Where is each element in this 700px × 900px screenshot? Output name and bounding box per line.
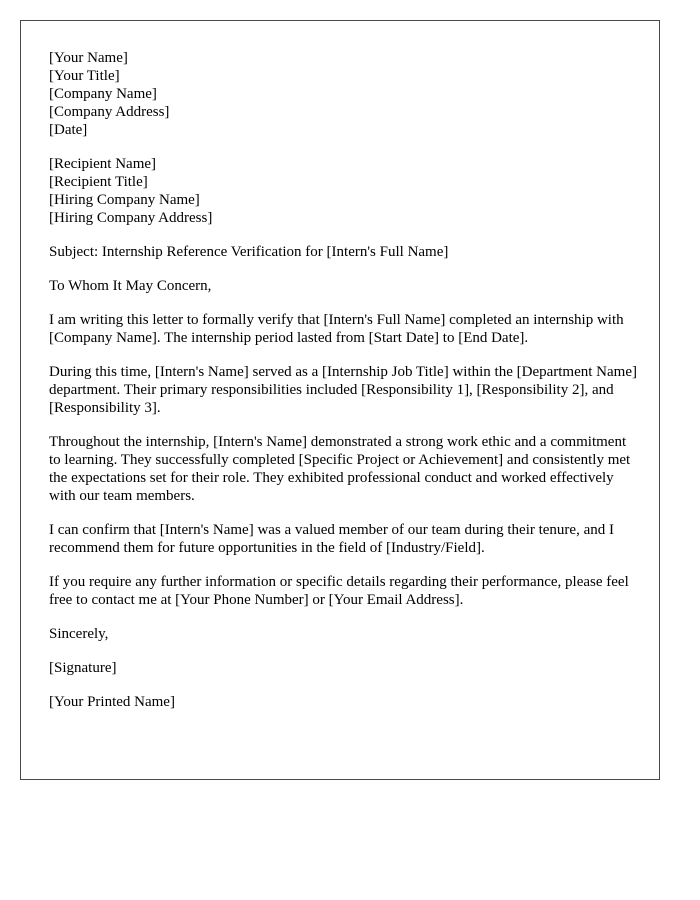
sender-block <box>49 49 639 139</box>
recipient-name: [Recipient Name] <box>49 156 157 172</box>
letter-body <box>49 49 639 727</box>
printed-name: [Your Printed Name] <box>49 694 175 710</box>
recipient-block <box>49 155 639 227</box>
recipient-title: [Recipient Title] <box>49 174 148 190</box>
signature: [Signature] <box>49 660 117 676</box>
paragraph-role: During this time, [Intern's Name] served as a [Internship Job Title] within the [Department Name] department. Their primary responsibilities included [Responsibility 1], [Responsibility 2], and [Responsibility 3]. <box>49 364 637 416</box>
sender-company: [Company Name] <box>49 86 157 102</box>
recipient-company: [Hiring Company Name] <box>49 192 200 208</box>
paragraph-verification: I am writing this letter to formally verify that [Intern's Full Name] completed an internship with [Company Name]. The internship period lasted from [Start Date] to [End Date]. <box>49 312 624 346</box>
letter-date: [Date] <box>49 122 88 138</box>
sender-name: [Your Name] <box>49 50 128 66</box>
subject-line: Subject: Internship Reference Verification for [Intern's Full Name] <box>49 244 449 260</box>
paragraph-recommendation: I can confirm that [Intern's Name] was a valued member of our team during their tenure, and I recommend them for future opportunities in the field of [Industry/Field]. <box>49 522 614 556</box>
paragraph-performance: Throughout the internship, [Intern's Name] demonstrated a strong work ethic and a commitment to learning. They successfully completed [Specific Project or Achievement] and consistently met the expectations set for their role. They exhibited professional conduct and worked effectively with our team members. <box>49 434 631 504</box>
recipient-address: [Hiring Company Address] <box>49 210 213 226</box>
sender-title: [Your Title] <box>49 68 120 84</box>
closing: Sincerely, <box>49 626 109 642</box>
sender-address: [Company Address] <box>49 104 170 120</box>
letter-page <box>20 20 660 780</box>
salutation: To Whom It May Concern, <box>49 278 212 294</box>
paragraph-contact: If you require any further information or specific details regarding their performance, please feel free to contact me at [Your Phone Number] or [Your Email Address]. <box>49 574 629 608</box>
